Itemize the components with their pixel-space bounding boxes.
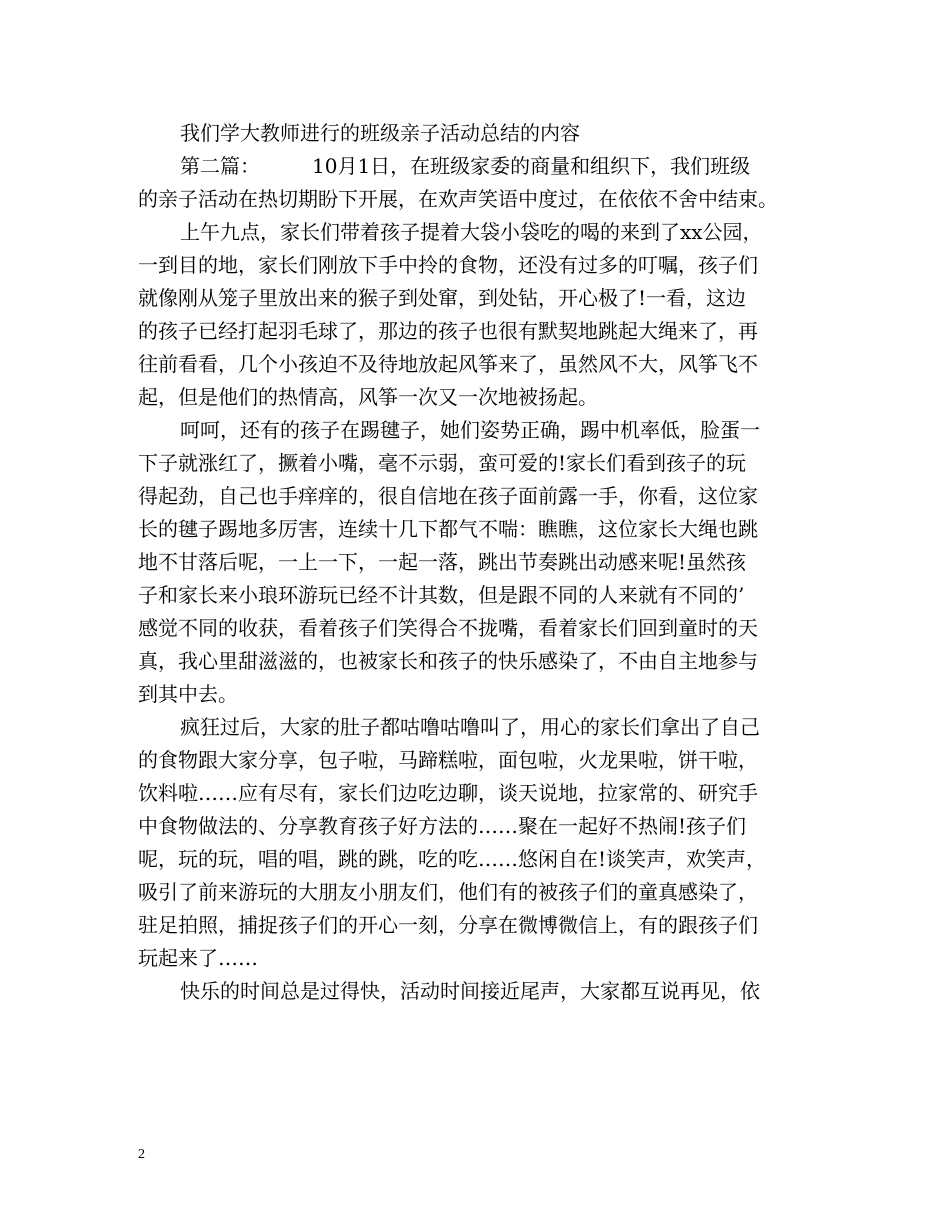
text-line: 呢，玩的玩，唱的唱，跳的跳，吃的吃……悠闲自在!谈笑声，欢笑声， — [138, 847, 767, 871]
paragraph-start-line: 呵呵，还有的孩子在踢毽子，她们姿势正确，踢中机率低，脸蛋一 — [180, 418, 760, 442]
text-line: 地不甘落后呢，一上一下，一起一落，跳出节奏跳出动感来呢!虽然孩 — [138, 550, 747, 574]
text-line: 中食物做法的、分享教育孩子好方法的……聚在一起好不热闹!孩子们 — [138, 814, 747, 838]
section-heading-line — [138, 150, 828, 183]
text-line: 就像刚从笼子里放出来的猴子到处窜，到处钻，开心极了!一看，这边 — [138, 286, 747, 310]
text-line: 真，我心里甜滋滋的，也被家长和孩子的快乐感染了，不由自主地参与 — [138, 649, 758, 673]
text-line: 起，但是他们的热情高，风筝一次又一次地被扬起。 — [138, 385, 598, 409]
text-line: 的亲子活动在热切期盼下开展，在欢声笑语中度过，在依依不舍中结束。 — [138, 187, 778, 211]
text-line: 吸引了前来游玩的大朋友小朋友们，他们有的被孩子们的童真感染了， — [138, 880, 758, 904]
text-line: 的孩子已经打起羽毛球了，那边的孩子也很有默契地跳起大绳来了，再 — [138, 319, 758, 343]
text-line: 一到目的地，家长们刚放下手中拎的食物，还没有过多的叮嘱，孩子们 — [138, 253, 758, 277]
text-line: 驻足拍照，捕捉孩子们的开心一刻，分享在微博微信上，有的跟孩子们 — [138, 913, 758, 937]
text-line: 到其中去。 — [138, 682, 238, 706]
text-line: 长的毽子踢地多厉害，连续十几下都气不喘：瞧瞧，这位家长大绳也跳 — [138, 517, 758, 541]
text-line: 往前看看，几个小孩迫不及待地放起风筝来了，虽然风不大，风筝飞不 — [138, 352, 758, 376]
text-line: 感觉不同的收获，看着孩子们笑得合不拢嘴，看着家长们回到童时的天 — [138, 616, 758, 640]
paragraph-start-line: 快乐的时间总是过得快，活动时间接近尾声，大家都互说再见，依 — [180, 979, 760, 1003]
text-line: 子和家长来小琅环游玩已经不计其数，但是跟不同的人来就有不同的’ — [138, 583, 745, 607]
text-line: 的食物跟大家分享，包子啦，马蹄糕啦，面包啦，火龙果啦，饼干啦， — [138, 748, 758, 772]
document-title-line: 我们学大教师进行的班级亲子活动总结的内容 — [180, 121, 580, 145]
text-line: 玩起来了…… — [138, 946, 258, 970]
text-line: 饮料啦……应有尽有，家长们边吃边聊，谈天说地，拉家常的、研究手 — [138, 781, 758, 805]
document-body — [138, 117, 828, 1008]
page-number: 2 — [138, 1147, 145, 1162]
paragraph-start-line: 上午九点，家长们带着孩子提着大袋小袋吃的喝的来到了xx公园， — [180, 220, 763, 244]
section-heading-text: 10月1日，在班级家委的商量和组织下，我们班级 — [312, 154, 751, 178]
paragraph-start-line: 疯狂过后，大家的肚子都咕噜咕噜叫了，用心的家长们拿出了自己 — [180, 715, 760, 739]
text-line: 得起劲，自己也手痒痒的，很自信地在孩子面前露一手，你看，这位家 — [138, 484, 758, 508]
text-line: 下子就涨红了，撅着小嘴，毫不示弱，蛮可爱的!家长们看到孩子的玩 — [138, 451, 747, 475]
section-label: 第二篇： — [180, 154, 260, 178]
